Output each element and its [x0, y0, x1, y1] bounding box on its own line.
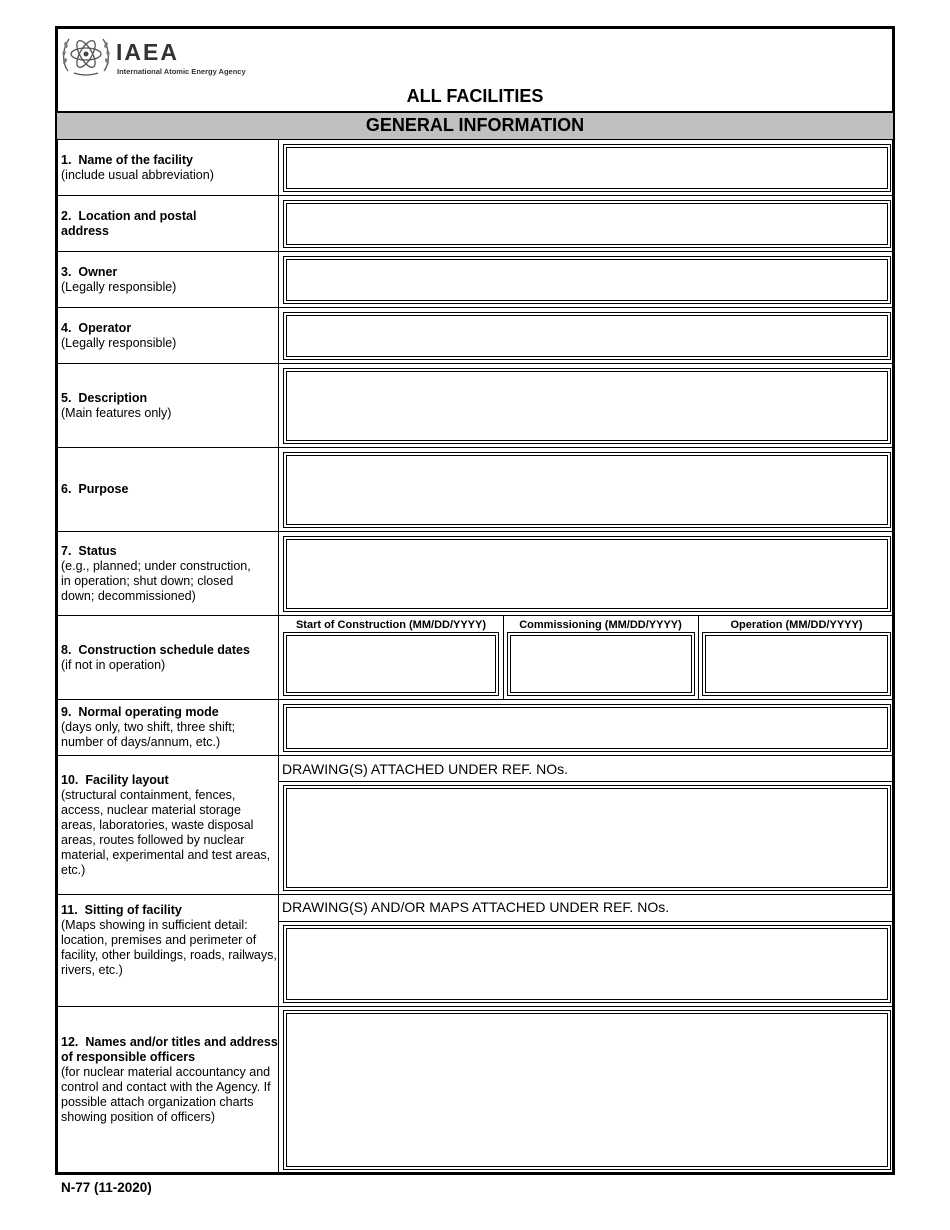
iaea-logo — [60, 31, 260, 81]
owner-input[interactable] — [283, 256, 891, 304]
purpose-input[interactable] — [283, 452, 891, 528]
field-label-3: 3. Owner (Legally responsible) — [57, 252, 279, 307]
commissioning-date-input[interactable] — [507, 632, 695, 696]
field-label-6: 6. Purpose — [57, 448, 279, 531]
facility-siting-ref-input[interactable] — [283, 925, 891, 1003]
field-row-11 — [57, 895, 893, 1007]
field-row-5 — [57, 364, 893, 448]
field-label-5: 5. Description (Main features only) — [57, 364, 279, 447]
field-row-3 — [57, 252, 893, 308]
schedule-column-divider — [698, 616, 699, 700]
field-row-4 — [57, 308, 893, 364]
logo-agency-name: International Atomic Energy Agency — [117, 67, 246, 76]
operating-mode-input[interactable] — [283, 704, 891, 752]
start-construction-date-input[interactable] — [283, 632, 499, 696]
operator-input[interactable] — [283, 312, 891, 360]
location-address-input[interactable] — [283, 200, 891, 248]
field-label-12: 12. Names and/or titles and address of responsible officers (for nuclear material accountancy and control and contact with the Agency. If possible attach organization charts showing position of officers) — [57, 1007, 279, 1173]
field-row-9 — [57, 700, 893, 756]
field-row-7 — [57, 532, 893, 616]
field-label-10: 10. Facility layout (structural containment, fences, access, nuclear material storage areas, laboratories, waste disposal areas, routes followed by nuclear material, experimental and test areas, etc.) — [57, 756, 279, 894]
field-label-11: 11. Sitting of facility (Maps showing in sufficient detail: location, premises and perimeter of facility, other buildings, roads, railways, rivers, etc.) — [57, 895, 279, 1006]
field-row-2 — [57, 196, 893, 252]
description-input[interactable] — [283, 368, 891, 444]
attachment-divider — [279, 921, 893, 922]
section-header: GENERAL INFORMATION — [57, 111, 893, 140]
field-row-8 — [57, 616, 893, 700]
logo-acronym: IAEA — [116, 39, 179, 65]
document-title: ALL FACILITIES — [406, 86, 544, 106]
field-row-12 — [57, 1007, 893, 1173]
field-row-1 — [57, 140, 893, 196]
responsible-officers-input[interactable] — [283, 1010, 891, 1170]
commissioning-header: Commissioning (MM/DD/YYYY) — [519, 619, 682, 631]
schedule-column-divider — [503, 616, 504, 700]
field-label-7: 7. Status (e.g., planned; under construction, in operation; shut down; closed down; decommissioned) — [57, 532, 279, 615]
facility-layout-attachment-text: DRAWING(S) ATTACHED UNDER REF. NOs. — [282, 761, 568, 777]
field-label-1: 1. Name of the facility (include usual abbreviation) — [57, 140, 279, 195]
field-label-8: 8. Construction schedule dates (if not in operation) — [57, 616, 279, 699]
operation-header: Operation (MM/DD/YYYY) — [730, 619, 863, 631]
field-label-2: 2. Location and postal address — [57, 196, 279, 251]
facility-layout-ref-input[interactable] — [283, 785, 891, 891]
field-row-6 — [57, 448, 893, 532]
field-label-9: 9. Normal operating mode (days only, two shift, three shift; number of days/annum, etc.) — [57, 700, 279, 755]
facility-name-input[interactable] — [283, 144, 891, 192]
status-input[interactable] — [283, 536, 891, 612]
form-number: N-77 (11-2020) — [61, 1180, 152, 1195]
start-construction-header: Start of Construction (MM/DD/YYYY) — [295, 619, 487, 631]
attachment-divider — [279, 781, 893, 782]
operation-date-input[interactable] — [702, 632, 891, 696]
field-row-10 — [57, 756, 893, 895]
field-label-4: 4. Operator (Legally responsible) — [57, 308, 279, 363]
iaea-atom-laurel-icon — [60, 31, 112, 79]
facility-siting-attachment-text: DRAWING(S) AND/OR MAPS ATTACHED UNDER REF. NOs. — [282, 899, 670, 915]
